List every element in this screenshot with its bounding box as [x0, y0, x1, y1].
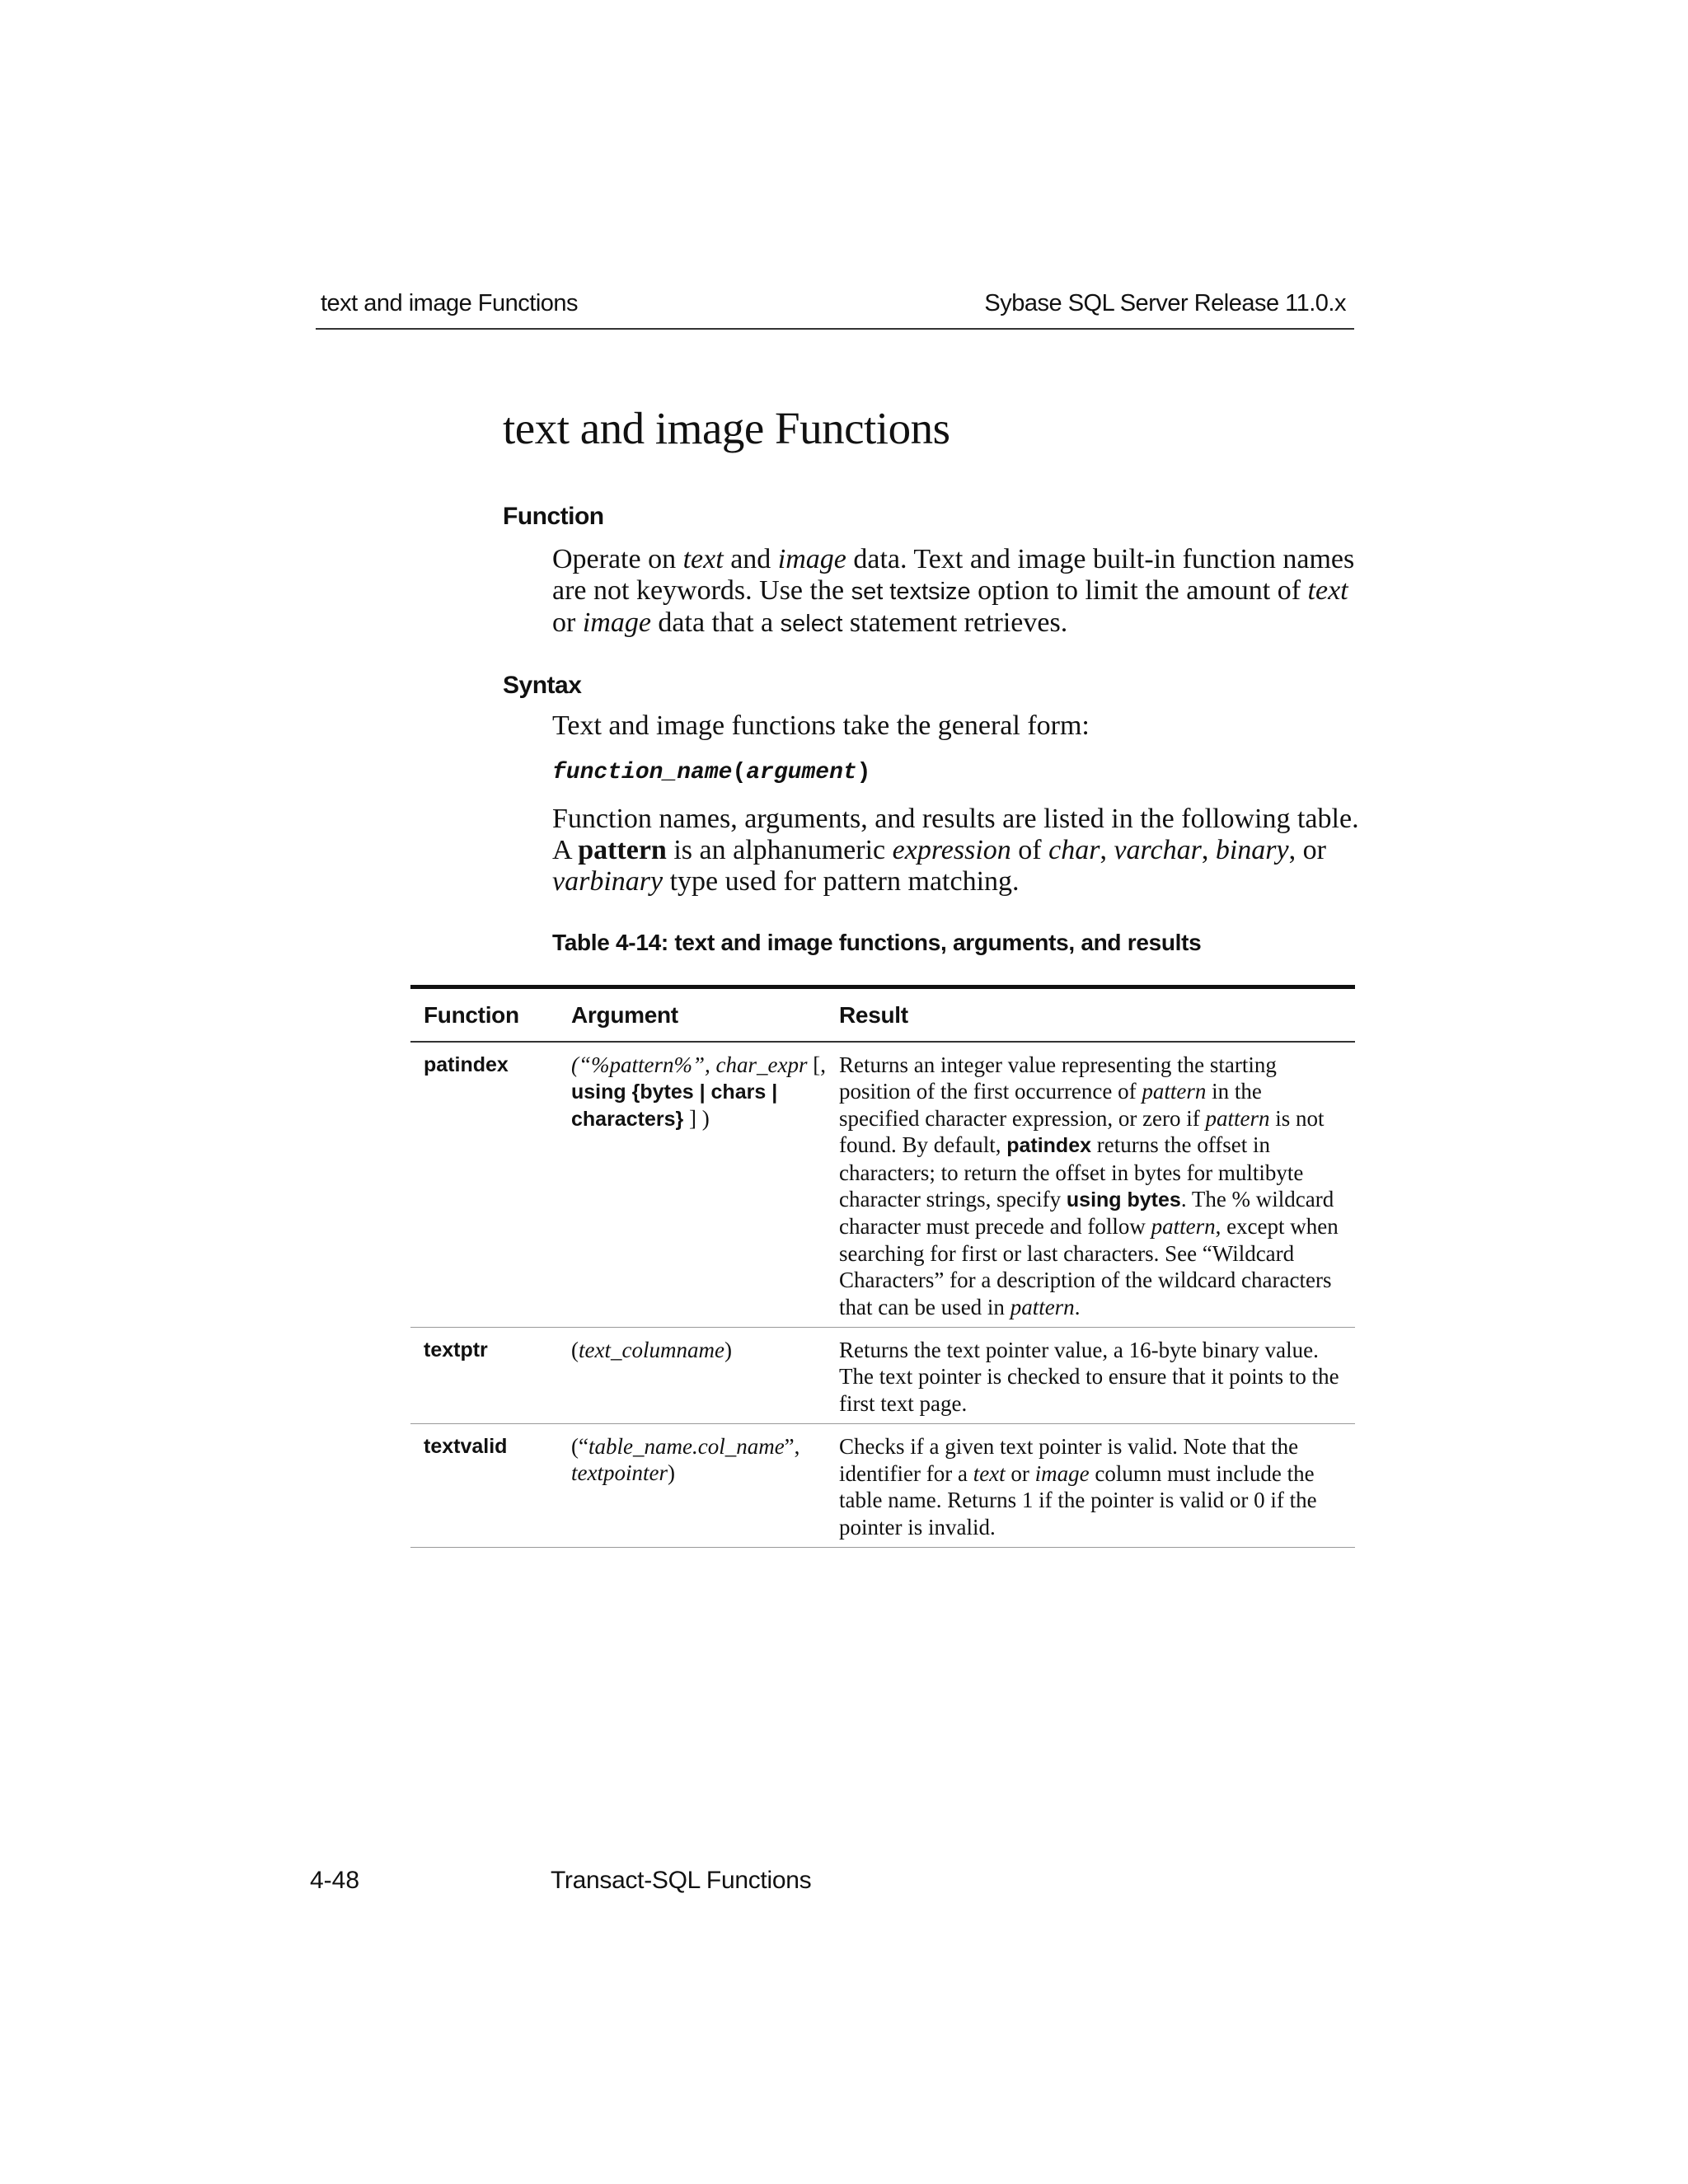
- running-header-left: text and image Functions: [321, 290, 579, 316]
- syntax-heading: Syntax: [503, 672, 582, 699]
- section-title: text and image Functions: [503, 403, 950, 453]
- running-header: [316, 290, 1354, 330]
- footer-title: Transact-SQL Functions: [551, 1867, 812, 1894]
- result-cell: Checks if a given text pointer is valid. Note that the identifier for a text or image column must include the table name. Returns 1 if the pointer is valid or 0 if the pointer is invalid.: [826, 1424, 1355, 1548]
- column-header-function: Function: [410, 987, 558, 1043]
- function-cell: patindex: [410, 1042, 558, 1328]
- page-number: 4-48: [310, 1867, 360, 1894]
- column-header-result: Result: [826, 987, 1355, 1043]
- function-cell: textptr: [410, 1328, 558, 1424]
- table-row: [410, 1328, 1355, 1424]
- table-caption: Table 4-14: text and image functions, arguments, and results: [552, 930, 1202, 955]
- function-description: Operate on text and image data. Text and image built-in function names are not keywords. Use the set textsize option to limit the amount of text or image data that a select statement retrieves.: [552, 544, 1355, 638]
- syntax-description: Function names, arguments, and results are listed in the following table. A pattern is an alphanumeric expression of char, varchar, binary, or varbinary type used for pattern matching.: [552, 804, 1359, 897]
- result-cell: Returns the text pointer value, a 16-byte binary value. The text pointer is checked to ensure that it points to the first text page.: [826, 1328, 1355, 1424]
- table-header-row: [410, 987, 1355, 1043]
- table-row: [410, 1424, 1355, 1548]
- table-row: [410, 1042, 1355, 1328]
- result-cell: Returns an integer value representing the starting position of the first occurrence of pattern in the specified character expression, or zero if pattern is not found. By default, patindex returns the offset in characters; to return the offset in bytes for multibyte character strings, specify using bytes. The % wildcard character must precede and follow pattern, except when searching for first or last characters. See “Wildcard Characters” for a description of the wildcard characters that can be used in pattern.: [826, 1042, 1355, 1328]
- syntax-code: function_name(argument): [552, 760, 871, 785]
- function-heading: Function: [503, 503, 604, 530]
- column-header-argument: Argument: [558, 987, 826, 1043]
- argument-cell: (“table_name.col_name”, textpointer): [558, 1424, 826, 1548]
- syntax-intro: Text and image functions take the general form:: [552, 710, 1090, 741]
- function-cell: textvalid: [410, 1424, 558, 1548]
- argument-cell: (text_columname): [558, 1328, 826, 1424]
- functions-table: [410, 985, 1355, 1548]
- running-header-right: Sybase SQL Server Release 11.0.x: [984, 290, 1346, 316]
- argument-cell: (“%pattern%”, char_expr [, using {bytes | chars | characters} ] ): [558, 1042, 826, 1328]
